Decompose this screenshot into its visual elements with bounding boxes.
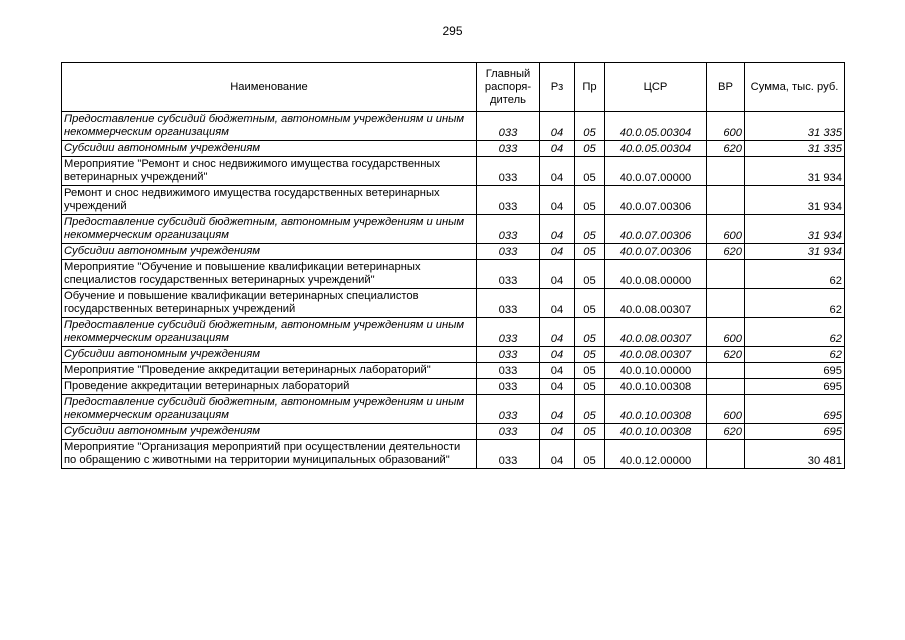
cell-rz: 04 xyxy=(540,363,575,379)
cell-sum: 31 934 xyxy=(745,186,845,215)
cell-gr: 033 xyxy=(477,424,540,440)
header-gr: Главный распоря-дитель xyxy=(477,63,540,112)
cell-gr: 033 xyxy=(477,318,540,347)
cell-vr: 600 xyxy=(707,112,745,141)
cell-pr: 05 xyxy=(575,379,605,395)
table-row xyxy=(62,363,845,379)
cell-rz: 04 xyxy=(540,141,575,157)
cell-vr: 620 xyxy=(707,244,745,260)
cell-sum: 695 xyxy=(745,379,845,395)
cell-pr: 05 xyxy=(575,395,605,424)
cell-vr xyxy=(707,379,745,395)
cell-name: Ремонт и снос недвижимого имущества государственных ветеринарных учреждений xyxy=(62,186,477,215)
cell-vr: 620 xyxy=(707,141,745,157)
cell-csr: 40.0.10.00308 xyxy=(605,379,707,395)
cell-csr: 40.0.10.00308 xyxy=(605,424,707,440)
cell-vr: 600 xyxy=(707,215,745,244)
cell-name: Мероприятие "Организация мероприятий при осуществлении деятельности по обращению с животными на территории муниципальных образований" xyxy=(62,440,477,469)
cell-rz: 04 xyxy=(540,347,575,363)
table-header-row xyxy=(62,63,845,112)
cell-rz: 04 xyxy=(540,215,575,244)
table-row xyxy=(62,215,845,244)
cell-name: Мероприятие "Проведение аккредитации ветеринарных лабораторий" xyxy=(62,363,477,379)
cell-name: Субсидии автономным учреждениям xyxy=(62,347,477,363)
cell-pr: 05 xyxy=(575,186,605,215)
cell-gr: 033 xyxy=(477,363,540,379)
table-row xyxy=(62,157,845,186)
cell-csr: 40.0.05.00304 xyxy=(605,112,707,141)
cell-csr: 40.0.08.00000 xyxy=(605,260,707,289)
cell-name: Мероприятие "Ремонт и снос недвижимого имущества государственных ветеринарных учреждений" xyxy=(62,157,477,186)
header-csr: ЦСР xyxy=(605,63,707,112)
cell-csr: 40.0.07.00306 xyxy=(605,186,707,215)
cell-pr: 05 xyxy=(575,318,605,347)
cell-pr: 05 xyxy=(575,244,605,260)
cell-rz: 04 xyxy=(540,440,575,469)
cell-rz: 04 xyxy=(540,424,575,440)
cell-pr: 05 xyxy=(575,440,605,469)
cell-gr: 033 xyxy=(477,112,540,141)
cell-csr: 40.0.10.00308 xyxy=(605,395,707,424)
cell-sum: 62 xyxy=(745,318,845,347)
table-row xyxy=(62,318,845,347)
cell-name: Мероприятие "Обучение и повышение квалификации ветеринарных специалистов государственных ветеринарных учреждений" xyxy=(62,260,477,289)
cell-vr xyxy=(707,260,745,289)
cell-vr xyxy=(707,157,745,186)
cell-csr: 40.0.08.00307 xyxy=(605,347,707,363)
cell-csr: 40.0.08.00307 xyxy=(605,318,707,347)
table-row xyxy=(62,112,845,141)
cell-rz: 04 xyxy=(540,186,575,215)
cell-gr: 033 xyxy=(477,157,540,186)
cell-csr: 40.0.07.00306 xyxy=(605,244,707,260)
cell-sum: 62 xyxy=(745,289,845,318)
table-row xyxy=(62,260,845,289)
cell-sum: 695 xyxy=(745,395,845,424)
table-row xyxy=(62,424,845,440)
cell-vr xyxy=(707,363,745,379)
cell-pr: 05 xyxy=(575,363,605,379)
cell-csr: 40.0.10.00000 xyxy=(605,363,707,379)
cell-pr: 05 xyxy=(575,260,605,289)
table-row xyxy=(62,440,845,469)
cell-name: Субсидии автономным учреждениям xyxy=(62,424,477,440)
cell-vr xyxy=(707,440,745,469)
cell-rz: 04 xyxy=(540,379,575,395)
cell-rz: 04 xyxy=(540,244,575,260)
table-body xyxy=(62,112,845,469)
cell-csr: 40.0.08.00307 xyxy=(605,289,707,318)
cell-sum: 31 934 xyxy=(745,215,845,244)
table-row xyxy=(62,395,845,424)
cell-csr: 40.0.12.00000 xyxy=(605,440,707,469)
cell-gr: 033 xyxy=(477,186,540,215)
header-rz: Рз xyxy=(540,63,575,112)
cell-sum: 62 xyxy=(745,260,845,289)
cell-name: Субсидии автономным учреждениям xyxy=(62,244,477,260)
cell-sum: 62 xyxy=(745,347,845,363)
table-row xyxy=(62,379,845,395)
cell-sum: 31 335 xyxy=(745,141,845,157)
cell-rz: 04 xyxy=(540,157,575,186)
cell-gr: 033 xyxy=(477,141,540,157)
table-row xyxy=(62,289,845,318)
cell-pr: 05 xyxy=(575,141,605,157)
cell-vr xyxy=(707,289,745,318)
cell-pr: 05 xyxy=(575,424,605,440)
cell-name: Обучение и повышение квалификации ветеринарных специалистов государственных ветеринарных учреждений xyxy=(62,289,477,318)
cell-sum: 30 481 xyxy=(745,440,845,469)
page-number: 295 xyxy=(442,24,463,38)
cell-vr: 600 xyxy=(707,318,745,347)
cell-rz: 04 xyxy=(540,112,575,141)
cell-vr: 600 xyxy=(707,395,745,424)
cell-vr: 620 xyxy=(707,424,745,440)
cell-gr: 033 xyxy=(477,215,540,244)
budget-table xyxy=(61,62,845,469)
cell-rz: 04 xyxy=(540,289,575,318)
table-row xyxy=(62,244,845,260)
cell-pr: 05 xyxy=(575,112,605,141)
cell-name: Предоставление субсидий бюджетным, автономным учреждениям и иным некоммерческим организациям xyxy=(62,215,477,244)
cell-vr: 620 xyxy=(707,347,745,363)
header-pr: Пр xyxy=(575,63,605,112)
cell-pr: 05 xyxy=(575,215,605,244)
table-row xyxy=(62,186,845,215)
cell-pr: 05 xyxy=(575,347,605,363)
cell-name: Предоставление субсидий бюджетным, автономным учреждениям и иным некоммерческим организациям xyxy=(62,395,477,424)
cell-sum: 31 934 xyxy=(745,157,845,186)
cell-rz: 04 xyxy=(540,260,575,289)
cell-gr: 033 xyxy=(477,395,540,424)
cell-gr: 033 xyxy=(477,260,540,289)
cell-name: Предоставление субсидий бюджетным, автономным учреждениям и иным некоммерческим организациям xyxy=(62,112,477,141)
cell-pr: 05 xyxy=(575,157,605,186)
cell-rz: 04 xyxy=(540,318,575,347)
table-row xyxy=(62,347,845,363)
cell-csr: 40.0.07.00000 xyxy=(605,157,707,186)
header-vr: ВР xyxy=(707,63,745,112)
cell-gr: 033 xyxy=(477,289,540,318)
cell-name: Проведение аккредитации ветеринарных лабораторий xyxy=(62,379,477,395)
cell-gr: 033 xyxy=(477,379,540,395)
cell-sum: 695 xyxy=(745,363,845,379)
cell-name: Предоставление субсидий бюджетным, автономным учреждениям и иным некоммерческим организациям xyxy=(62,318,477,347)
cell-gr: 033 xyxy=(477,440,540,469)
cell-gr: 033 xyxy=(477,244,540,260)
cell-csr: 40.0.07.00306 xyxy=(605,215,707,244)
header-sum: Сумма, тыс. руб. xyxy=(745,63,845,112)
cell-rz: 04 xyxy=(540,395,575,424)
cell-sum: 31 335 xyxy=(745,112,845,141)
cell-vr xyxy=(707,186,745,215)
table-row xyxy=(62,141,845,157)
cell-gr: 033 xyxy=(477,347,540,363)
cell-name: Субсидии автономным учреждениям xyxy=(62,141,477,157)
cell-sum: 31 934 xyxy=(745,244,845,260)
cell-pr: 05 xyxy=(575,289,605,318)
cell-csr: 40.0.05.00304 xyxy=(605,141,707,157)
cell-sum: 695 xyxy=(745,424,845,440)
header-name: Наименование xyxy=(62,63,477,112)
